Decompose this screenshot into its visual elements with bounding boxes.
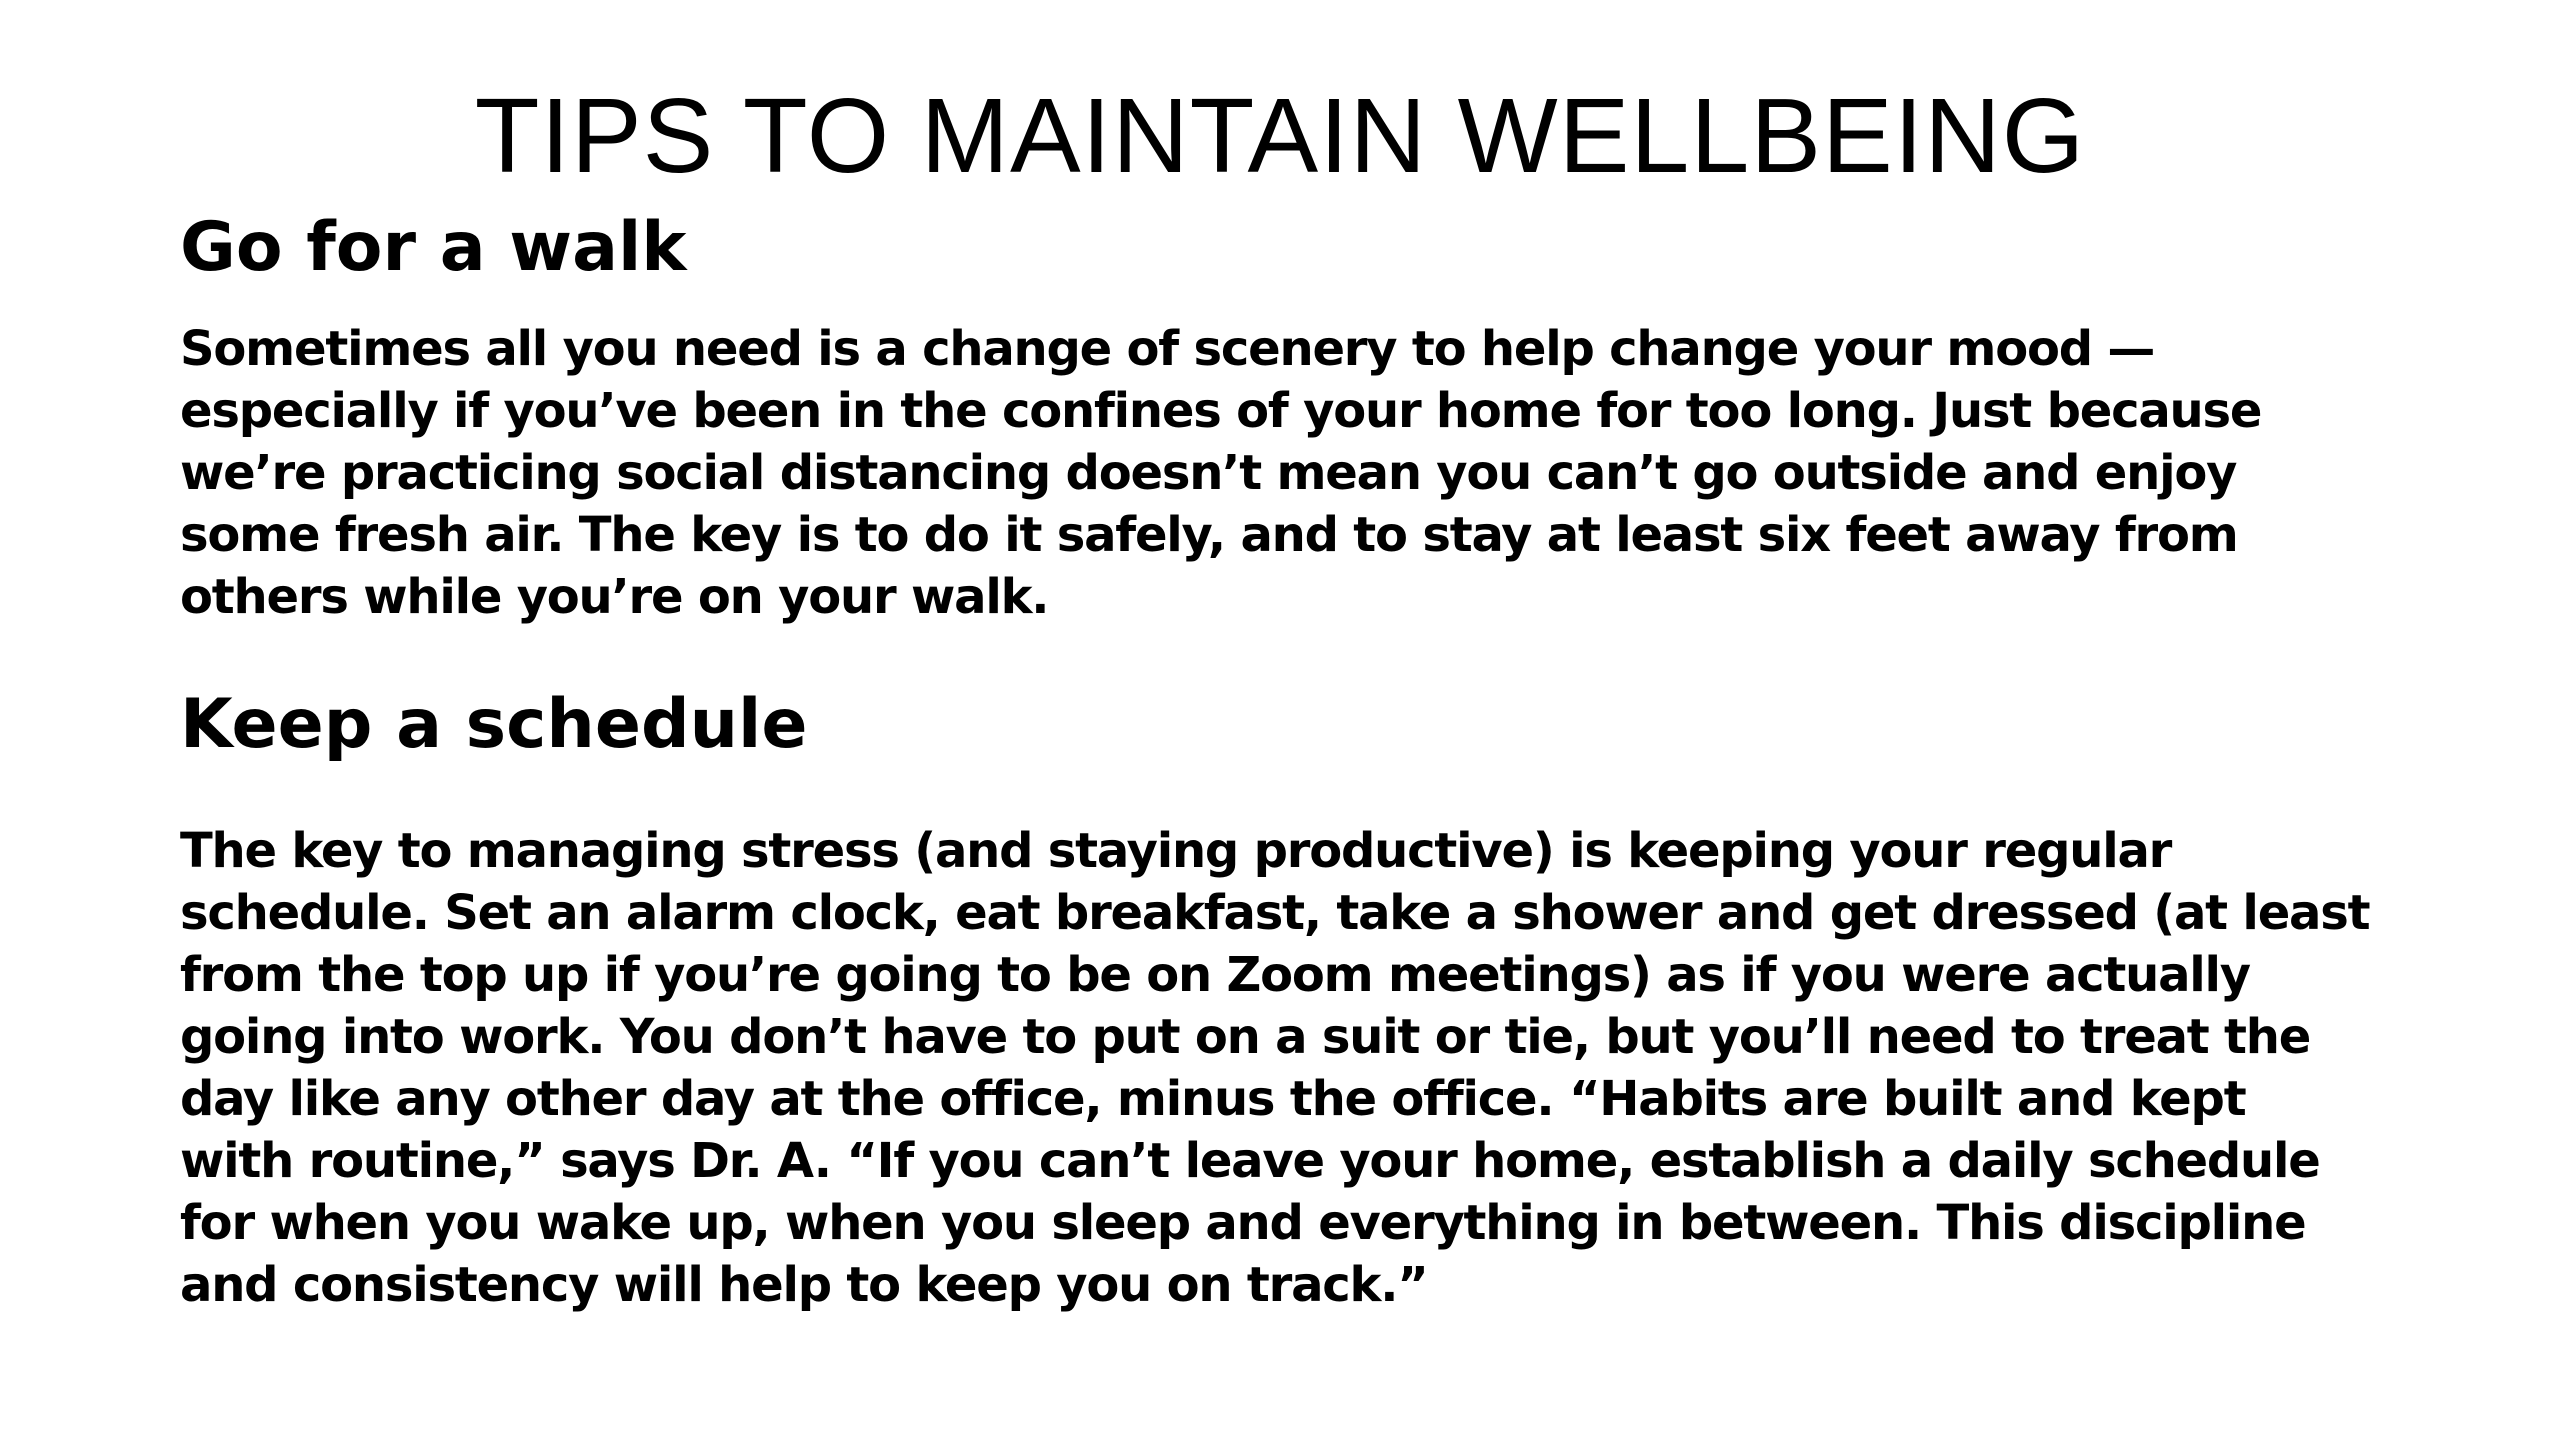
body-line: going into work. You don’t have to put on a suit or tie, but you’ll need to treat the — [180, 1009, 2311, 1065]
body-line: schedule. Set an alarm clock, eat breakfast, take a shower and get dressed (at least — [180, 885, 2370, 941]
section-heading-keep-a-schedule: Keep a schedule — [180, 685, 808, 764]
body-line: and consistency will help to keep you on track.” — [180, 1257, 1428, 1313]
body-line: others while you’re on your walk. — [180, 569, 1049, 625]
section-heading-go-for-a-walk: Go for a walk — [180, 208, 687, 287]
body-line: especially if you’ve been in the confines of your home for too long. Just because — [180, 383, 2262, 439]
body-line: for when you wake up, when you sleep and everything in between. This discipline — [180, 1195, 2306, 1251]
slide-title: TIPS TO MAINTAIN WELLBEING — [474, 77, 2086, 195]
body-line: day like any other day at the office, minus the office. “Habits are built and kept — [180, 1071, 2246, 1127]
body-line: Sometimes all you need is a change of scenery to help change your mood — — [180, 321, 2155, 377]
body-line: some fresh air. The key is to do it safely, and to stay at least six feet away from — [180, 507, 2238, 563]
body-line: The key to managing stress (and staying productive) is keeping your regular — [180, 823, 2172, 879]
body-line: we’re practicing social distancing doesn’t mean you can’t go outside and enjoy — [180, 445, 2237, 501]
body-line: with routine,” says Dr. A. “If you can’t leave your home, establish a daily schedule — [180, 1133, 2320, 1189]
section-body-go-for-a-walk — [180, 318, 2261, 628]
section-body-keep-a-schedule — [180, 820, 2369, 1316]
body-line: from the top up if you’re going to be on Zoom meetings) as if you were actually — [180, 947, 2250, 1003]
